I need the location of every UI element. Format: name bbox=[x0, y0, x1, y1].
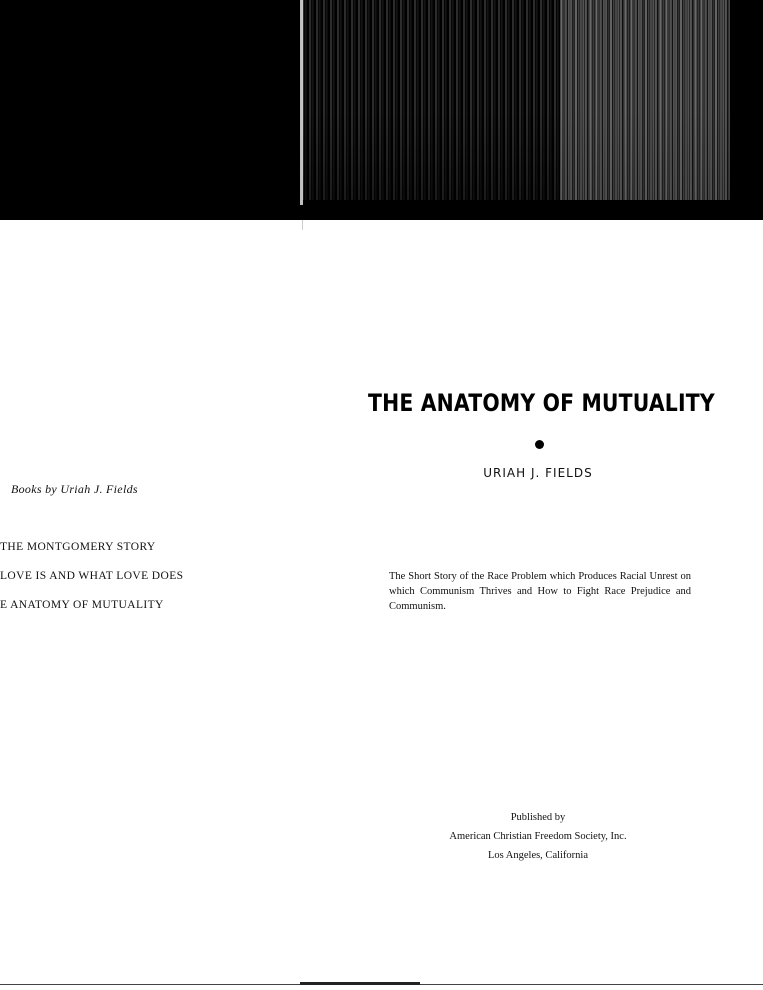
cover-texture-highlight bbox=[560, 0, 730, 200]
books-by-author-heading: Books by Uriah J. Fields bbox=[11, 482, 138, 496]
publisher-name: American Christian Freedom Society, Inc. bbox=[449, 831, 627, 842]
bullet-ornament bbox=[535, 440, 544, 449]
author-name: URIAH J. FIELDS bbox=[483, 466, 593, 480]
books-list bbox=[0, 540, 183, 627]
publisher-line-label: Published by bbox=[510, 812, 566, 823]
publisher-location: Los Angeles, California bbox=[487, 850, 589, 861]
book-item: LOVE IS AND WHAT LOVE DOES bbox=[0, 570, 184, 582]
cover-band bbox=[0, 0, 763, 220]
book-item: THE MONTGOMERY STORY bbox=[0, 541, 156, 553]
book-subtitle: The Short Story of the Race Problem which Produces Racial Unrest on which Communism Thrives and How to Fight Race Prejudice and Communism. bbox=[389, 571, 691, 612]
page-bottom-shadow bbox=[300, 982, 420, 985]
publisher-block bbox=[382, 808, 694, 865]
book-item: E ANATOMY OF MUTUALITY bbox=[0, 599, 164, 611]
cover-spine-edge bbox=[300, 0, 303, 205]
book-title: THE ANATOMY OF MUTUALITY bbox=[368, 389, 715, 417]
gutter-mark bbox=[302, 220, 303, 230]
